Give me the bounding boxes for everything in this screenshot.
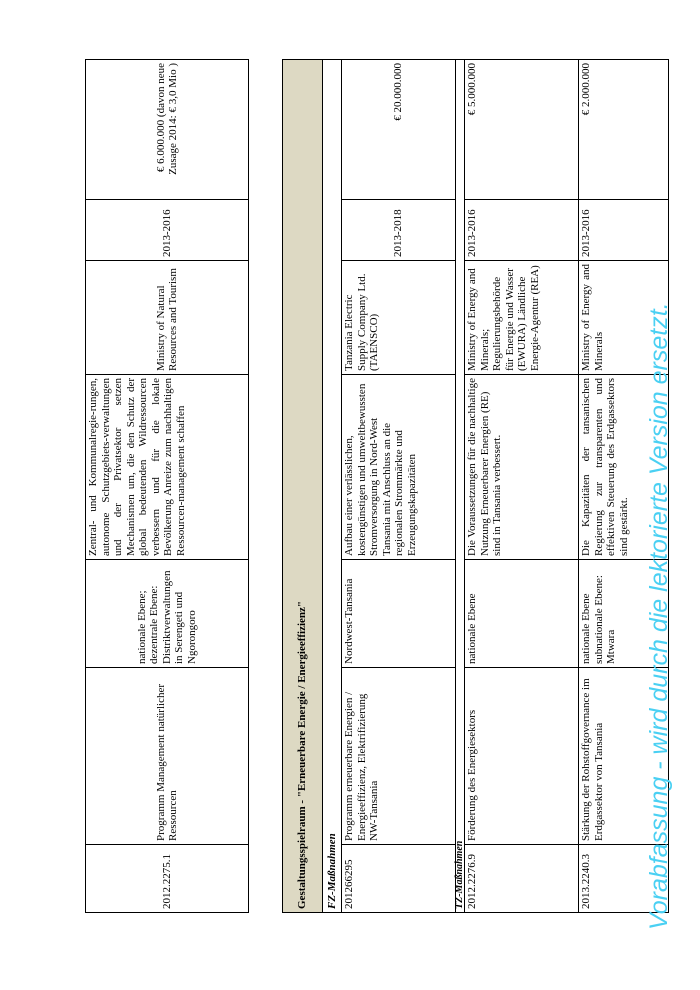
project-goal: Aufbau einer verlässlichen, kostengünstigen und umweltbewussten Stromversorgung in Nord-West Tansania mit Anschluss an die regionalen Strommärkte und Erzeugungskapazitäten [342,375,456,560]
project-goal: Zentral- und Kommunalregie-rungen, autonome Schutzgebiets-verwaltungen und der Privatsektor setzen Mechanismen um, die den Schutz der global bedeutenden Wildressourcen verbessern und für die lokale Bevölkerung Anreize zum nachhaltigen Ressourcen-management schaffen [86,375,249,560]
project-region: nationale Ebene [465,560,579,668]
project-title: Programm erneuerbare Energien / Energieeffizienz, Elektrifizierung NW-Tansania [342,668,456,845]
section-header: Gestaltungsspielraum - "Erneuerbare Energie / Energieeffizienz" [283,59,323,912]
project-partner: Ministry of Energy and Minerals [579,261,669,375]
measures-table-energy [282,59,669,913]
project-number: 2012.2276.9 [465,845,579,913]
tz-label-row [456,59,465,912]
project-partner: Ministry of Natural Resources and Tourism [86,261,249,375]
fz-label: FZ-Maßnahmen [323,59,342,912]
project-goal: Die Voraussetzungen für die nachhaltige Nutzung Erneuerbarer Energien (RE) sind in Tansania verbessert. [465,375,579,560]
project-period: 2013-2016 [579,200,669,261]
project-number: 201266295 [342,845,456,913]
project-period: 2013-2016 [86,200,249,261]
project-title: Förderung des Energiesektors [465,668,579,845]
project-title: Programm Management natürlicher Ressourcen [86,668,249,845]
project-title: Stärkung der Rohstoffgovernance im Erdgassektor von Tansania [579,668,669,845]
table-row [342,59,456,912]
project-region: nationale Ebene subnationale Ebene: Mtwara [579,560,669,668]
project-region: Nordwest-Tansania [342,560,456,668]
draft-watermark: Vorabfassung - wird durch die lektorierte Version ersetzt. [645,302,673,930]
project-number: 2013.2240.3 [579,845,669,913]
project-region: nationale Ebene; dezentrale Ebene: Distriktverwaltungen in Serengeti und Ngorongoro [86,560,249,668]
project-amount: € 6.000.000 (davon neue Zusage 2014: € 3,0 Mio ) [86,60,249,200]
project-period: 2013-2016 [465,200,579,261]
table-row [465,59,579,912]
fz-label-row [323,59,342,912]
project-amount: € 2.000.000 [579,59,669,199]
project-partner: Ministry of Energy and Minerals; Regulierungsbehörde für Energie und Wasser (EWURA) Ländliche Energie-Agentur (REA) [465,261,579,375]
table-row [86,60,249,913]
section-header-row [283,59,323,912]
project-amount: € 5.000.000 [465,59,579,199]
project-period: 2013-2018 [342,200,456,261]
project-amount: € 20.000.000 [342,59,456,199]
measures-table-top [85,59,249,913]
tz-label: TZ-Maßnahmen [456,59,465,912]
project-number: 2012.2275.1 [86,845,249,913]
project-partner: Tanzania Electric Supply Company Ltd. (TAENSCO) [342,261,456,375]
project-goal: Die Kapazitäten der tansanischen Regierung zur transparenten und effektiven Steuerung des Erdgassektors sind gestärkt. [579,375,669,560]
